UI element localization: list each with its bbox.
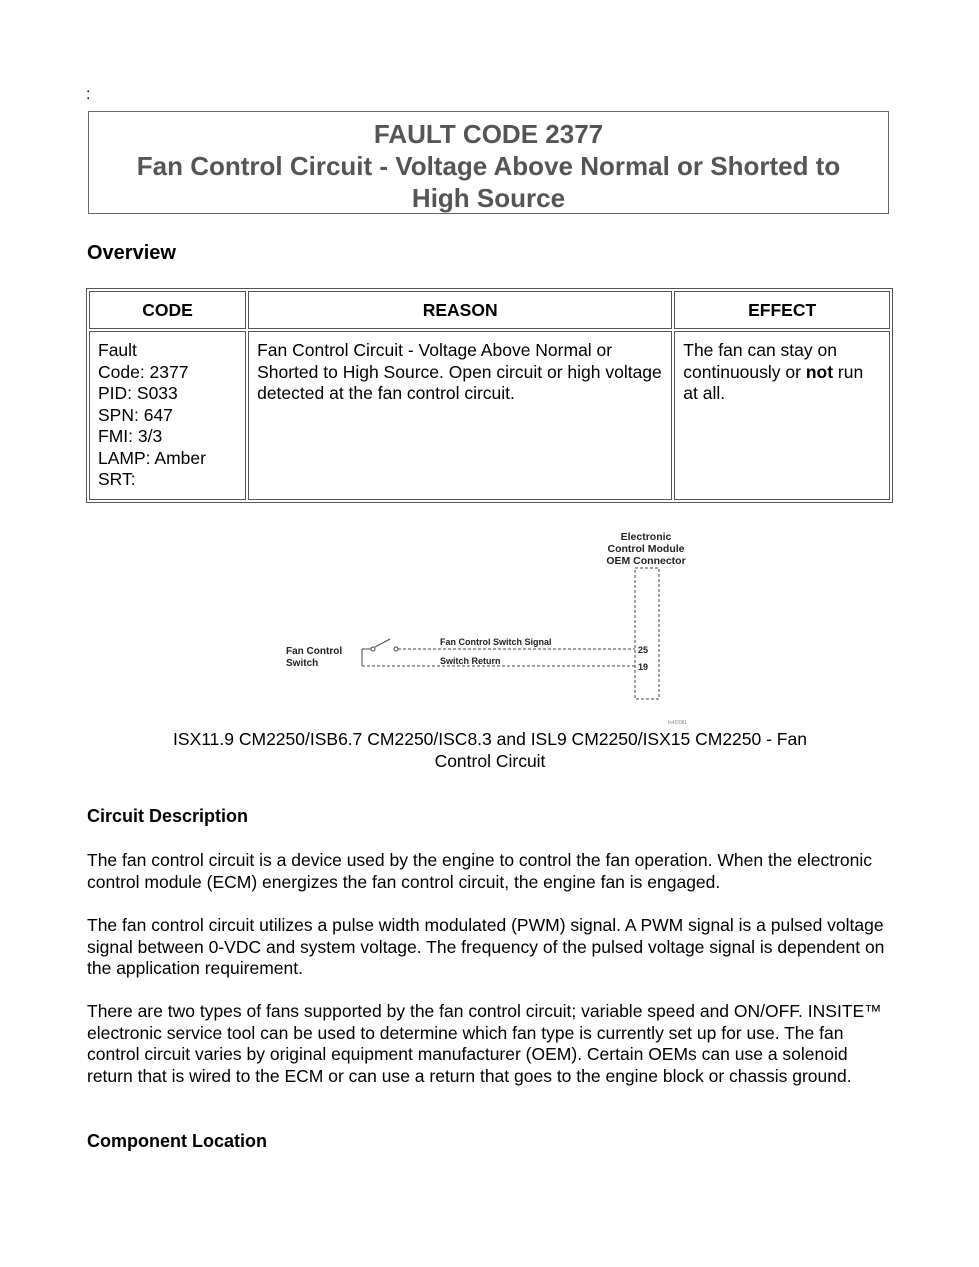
pin-19: 19 [638,662,649,672]
code-line: PID: S033 [98,383,178,403]
ecm-label-line2: Control Module [607,543,685,555]
ecm-connector [635,568,659,699]
caption-line2: Control Circuit [434,751,546,771]
figure-caption [110,728,870,772]
overview-heading: Overview [87,242,176,264]
table-header-row [89,291,890,329]
fault-description-line2: High Source [411,183,566,213]
header-effect: EFFECT [674,291,890,329]
header-code: CODE [89,291,246,329]
code-line: Code: 2377 [98,361,189,382]
header-mark: : [86,86,91,103]
reason-cell: Fan Control Circuit - Voltage Above Normal or Shorted to High Source. Open circuit or high voltage detected at the fan control circuit. [248,331,672,500]
paragraph-3: There are two types of fans supported by the fan control circuit; variable speed and ON/OFF. INSITE™ electronic service tool can be used to determine which fan type is currently set up for use. The fan control circuit varies by original equipment manufacturer (OEM). Certain OEMs can use a solenoid return that is wired to the ECM or can use a return that goes to the engine block or chassis ground. [87,1001,882,1087]
effect-text-end: run at all. [683,361,864,403]
code-line: LAMP: Amber [98,447,206,468]
fault-code-title: FAULT CODE 2377 [373,119,604,149]
ecm-label-line3: OEM Connector [606,555,686,567]
component-location-heading: Component Location [87,1131,267,1151]
switch-label-line1: Fan Control [286,646,343,657]
table-row [89,331,890,500]
circuit-diagram [280,525,720,730]
code-line: SRT: [98,469,136,489]
signal-label: Fan Control Switch Signal [440,637,552,647]
code-line: FMI: 3/3 [98,426,163,446]
switch-arm [375,639,390,647]
paragraph-2: The fan control circuit utilizes a pulse width modulated (PWM) signal. A PWM signal is a pulsed voltage signal between 0-VDC and system voltage. The frequency of the pulsed voltage signal is dependent on the application requirement. [87,915,885,979]
paragraph-1: The fan control circuit is a device used by the engine to control the fan operation. When the electronic control module (ECM) energizes the fan control circuit, the engine fan is engaged. [87,850,873,892]
fault-table [86,288,893,503]
caption-line1: ISX11.9 CM2250/ISB6.7 CM2250/ISC8.3 and ISL9 CM2250/ISX15 CM2250 - Fan [173,729,807,749]
figure-id: fs4f2081 [668,720,688,726]
pin-25: 25 [638,645,649,655]
code-line: SPN: 647 [98,404,173,425]
effect-text: The fan can stay on continuously or [683,340,837,382]
header-reason: REASON [248,291,672,329]
code-cell [89,331,246,500]
switch-contact [394,647,398,651]
return-label: Switch Return [440,656,501,666]
switch-label-line2: Switch [286,658,319,669]
ecm-label-line1: Electronic [620,531,672,543]
title-box [88,111,889,214]
code-line: Fault [98,340,137,360]
circuit-description-heading: Circuit Description [87,806,249,826]
fault-description-line1: Fan Control Circuit - Voltage Above Normal or Shorted to [136,151,841,181]
effect-cell [674,331,890,500]
switch-contact [371,647,375,651]
effect-emphasis: not [805,361,834,382]
